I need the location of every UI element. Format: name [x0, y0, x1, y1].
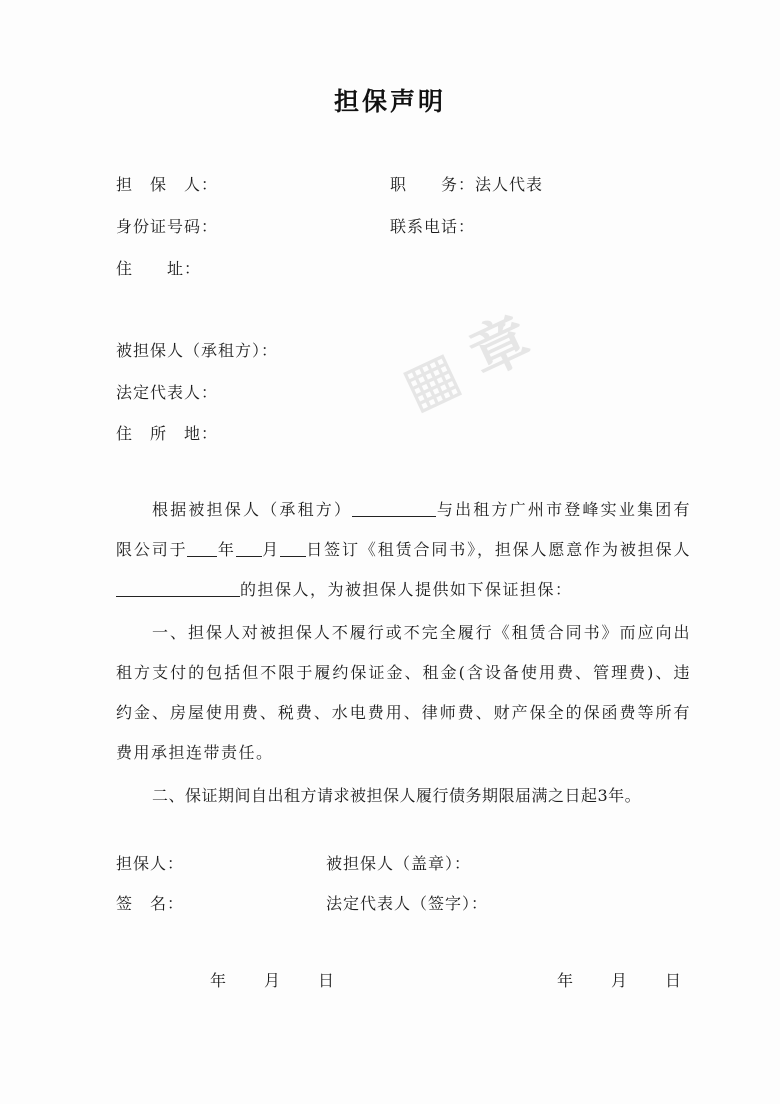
p1-day: 日签订《租赁合同书》，担保人愿意作为被担保人 [305, 540, 691, 559]
date-right: 年 月 日 [557, 971, 684, 990]
watermark-stamp: ▦ 章 [391, 303, 541, 422]
guarantor-position-value: 法人代表 [475, 175, 544, 194]
p1-text-c: 的担保人，为被担保人提供如下保证担保： [240, 580, 573, 599]
signature-rep-row [326, 891, 488, 914]
guarantor-id-row [116, 214, 218, 237]
p1-text-a: 根据被担保人（承租方） [152, 500, 353, 519]
p1-month: 月 [261, 540, 280, 559]
guaranteed-name-row [116, 338, 278, 361]
rep-sign-label: 法定代表人（签字）： [326, 894, 489, 913]
day-blank [280, 540, 306, 557]
signature-guarantor-row [116, 851, 184, 874]
body-paragraph-2: 一、担保人对被担保人不履行或不完全履行《租赁合同书》而应向出租方支付的包括但不限于履约保证金、租金(含设备使用费、管理费)、违约金、房屋使用费、税费、水电费用、律师费、财产保全的保函费等所有费用承担连带责任。 [116, 623, 691, 762]
guaranteed-rep-row [116, 380, 218, 403]
page-title: 担保声明 [333, 87, 446, 116]
guarantor-id-label: 身份证号码： [116, 217, 219, 236]
guarantor-address-row [116, 256, 201, 279]
guaranteed-rep-label: 法定代表人： [116, 383, 219, 402]
guarantor-phone-row [390, 214, 475, 237]
guarantor-position-row [390, 172, 543, 195]
sign-name-label: 签 名： [116, 894, 185, 913]
body-paragraph-1 [116, 490, 691, 610]
signature-name-row [116, 891, 184, 914]
guarantor-address-label: 住 址： [116, 259, 202, 278]
guarantor-sign-label: 担保人： [116, 854, 185, 873]
guarantor-position-label: 职 务： [390, 175, 476, 194]
body-paragraph-3: 二、保证期间自出租方请求被担保人履行债务期限届满之日起3年。 [152, 786, 642, 805]
p1-text-b: 与出租方广州市登峰实业集团有限公司于 [116, 500, 691, 559]
lessee-blank [352, 500, 436, 517]
p1-year: 年 [217, 540, 236, 559]
guaranteed-domicile-row [116, 421, 218, 444]
guaranteed-blank [116, 580, 240, 597]
guarantor-name-label: 担 保 人： [116, 175, 219, 194]
guarantor-name-row [116, 172, 218, 195]
year-blank [187, 540, 217, 557]
guaranteed-domicile-label: 住 所 地： [116, 424, 219, 443]
date-left: 年 月 日 [210, 971, 337, 990]
month-blank [236, 540, 262, 557]
signature-seal-row [326, 851, 471, 874]
guaranteed-seal-label: 被担保人（盖章）： [326, 854, 472, 873]
guaranteed-name-label: 被担保人（承租方）： [116, 341, 279, 360]
guarantor-phone-label: 联系电话： [390, 217, 476, 236]
